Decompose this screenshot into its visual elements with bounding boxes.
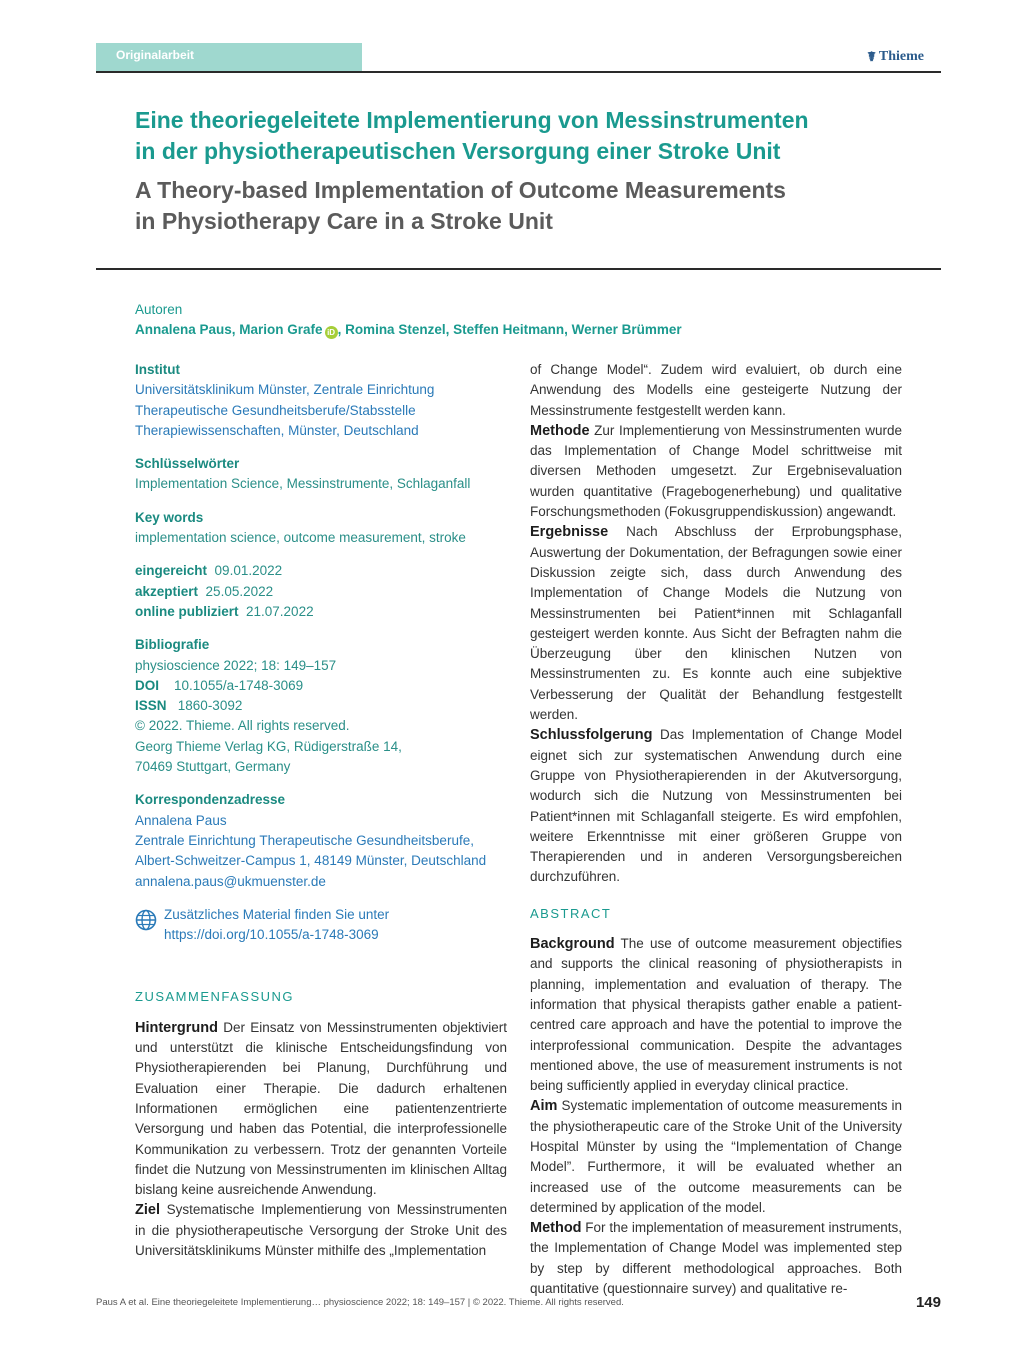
institute-label: Institut [135,362,180,377]
top-divider [96,71,941,73]
copyright-line: © 2022. Thieme. All rights reserved. [135,718,350,734]
bibliography-block [135,635,507,777]
abstract-heading: ABSTRACT [530,905,612,921]
received-date: eingereicht 09.01.2022 [135,563,283,579]
institute-line: Universitätsklinikum Münster, Zentrale Einrichtung [135,382,435,398]
author-names: Annalena Paus, Marion Grafe iD , Romina Stenzel, Steffen Heitmann, Werner Brümmer [135,322,682,337]
dates-block [135,561,507,622]
aim-paragraph: Aim Systematic implementation of outcome measurements in the physiotherapeutic care of the Stroke Unit of the University Hospital Münster by using the “Implementation of Change Model”. Furthermore, it will be evaluated whether an increased use of the outcome measurements can be determined by application of the model. [530,1098,902,1215]
title-divider [96,268,941,270]
institute-line: Therapeutische Gesundheitsberufe/Stabsstelle [135,402,416,418]
journal-citation: physioscience 2022; 18: 149–157 [135,657,337,673]
published-date: online publiziert 21.07.2022 [135,603,314,619]
correspondence-address: Zentrale Einrichtung Therapeutische Gesundheitsberufe, [135,832,474,848]
keywords-en-block [135,508,507,549]
publisher-address: Georg Thieme Verlag KG, Rüdigerstraße 14, [135,738,402,754]
authors-label: Autoren [135,302,183,317]
thieme-logo-icon: ☤ [867,49,876,64]
ergebnisse-paragraph: Ergebnisse Nach Abschluss der Erprobungsphase, Auswertung der Dokumentation, der Befragungen sowie einer Diskussion zeigte sich, dass durch Anwendung des Implementation of Change Models die Nutzung von Messinstrumenten bei Patient*innen mit Schlaganfall gesteigert werden konnte. Aus Sicht der Befragten nahm die Überzeugung über den klinischen Nutzen von Messinstrumenten zu. Es konnte auch eine subjektive Verbesserung der Qualität der Behandlung festgestellt werden. [530,524,902,723]
schlussfolgerung-paragraph: Schlussfolgerung Das Implementation of Change Model eignet sich zur systematischen Anwendung durch eine Gruppe von Physiotherapierenden in der Akutversorgung, wodurch sich die Nutzung von Messinstrumenten bei Patient*innen mit Schlaganfall steigerte. Es wird empfohlen, weitere Erkenntnisse mit einer größeren Gruppe von Therapierenden und in anderen Versorgungsbereichen durchzuführen. [530,727,902,885]
supplement-link[interactable]: https://doi.org/10.1055/a-1748-3069 [164,927,379,943]
title-english: A Theory-based Implementation of Outcome Measurements in Physiotherapy Care in a Stroke Unit [135,177,786,234]
zusammenfassung-heading: ZUSAMMENFASSUNG [135,989,295,1005]
title-german: Eine theoriegeleitete Implementierung von Messinstrumenten in der physiotherapeutischen Versorgung einer Stroke Unit [135,107,809,164]
keywords-de-block [135,454,507,495]
left-column [135,360,507,1261]
publisher-address: 70469 Stuttgart, Germany [135,759,291,775]
issn-line: ISSN 1860-3092 [135,698,243,714]
bibliography-label: Bibliografie [135,637,210,653]
accepted-date: akzeptiert 25.05.2022 [135,583,274,599]
authors-block [135,300,835,340]
hintergrund-paragraph: Hintergrund Der Einsatz von Messinstrumenten objektiviert und unterstützt die klinische Entscheidungsfindung von Physiotherapierenden bei Planung, Durchführung und Evaluation einer Therapie. Die dadurch erhaltenen Informationen ermöglichen eine patientenzentrierte Versorgung und haben das Potential, die interprofessionelle Kommunikation zu verbessern. Trotz der genannten Vorteile findet die Nutzung von Messinstrumenten im klinischen Alltag bislang keine ausreichende Anwendung. [135,1019,507,1198]
globe-icon [135,909,157,931]
page-number: 149 [915,1294,941,1311]
right-column [530,360,902,1299]
keywords-de-value: Implementation Science, Messinstrumente, Schlaganfall [135,476,471,492]
correspondence-name: Annalena Paus [135,812,227,828]
doi-line: DOI 10.1055/a-1748-3069 [135,677,304,693]
institute-block [135,360,507,441]
methode-paragraph: Methode Zur Implementierung von Messinstrumenten wurde das Implementation of Change Model schrittweise mit diversen Methoden umgesetzt. Zur Ergebnisevaluation wurden quantitative (Fragebogenerhebung) und qualitative Forschungsmethoden (Fokusgruppendiskussion) angewandt. [530,422,902,520]
keywords-en-label: Key words [135,509,204,525]
correspondence-address: Albert-Schweitzer-Campus 1, 48149 Münster, Deutschland [135,853,487,869]
correspondence-label: Korrespondenzadresse [135,792,286,808]
keywords-en-value: implementation science, outcome measurement, stroke [135,530,466,546]
publisher-logo [867,49,924,65]
background-paragraph: Background The use of outcome measurement objectifies and supports the clinical reasoning of physiotherapists in planning, implementation and evaluation of therapy. The information that physical therapists gather enable a patient-centred care approach and have the potential to improve the interprofessional communication. Despite the advantages mentioned above, the use of measurement instruments is not being sufficiently applied in everyday clinical practice. [530,936,902,1094]
correspondence-email-link[interactable]: annalena.paus@ukmuenster.de [135,873,326,889]
publisher-name: Thieme [878,49,924,64]
method-paragraph: Method For the implementation of measurement instruments, the Implementation of Change Model was implemented step by step by different methodological approaches. Both quantitative (questionnaire survey) and qualitative re- [530,1220,902,1297]
ziel-paragraph-continued: of Change Model“. Zudem wird evaluiert, ob durch eine Anwendung des Modells eine gesteigerte Nutzung der Messinstrumente festgestellt werden kann. [530,362,902,418]
footer-citation: Paus A et al. Eine theoriegeleitete Implementierung… physioscience 2022; 18: 149–157 | © 2022. Thieme. All rights reserved. [96,1297,624,1308]
keywords-de-label: Schlüsselwörter [135,456,240,472]
correspondence-block [135,790,507,891]
institute-line: Therapiewissenschaften, Münster, Deutschland [135,422,419,438]
supplement-text: Zusätzliches Material finden Sie unter [164,906,390,922]
section-tag: Originalarbeit [96,43,362,71]
supplement-box [135,905,507,946]
ziel-paragraph-start: Ziel Systematische Implementierung von Messinstrumenten in die physiotherapeutische Versorgung der Stroke Unit des Universitätsklinikums Münster mithilfe des „Implementation [135,1202,507,1258]
orcid-icon[interactable]: iD [325,326,338,339]
